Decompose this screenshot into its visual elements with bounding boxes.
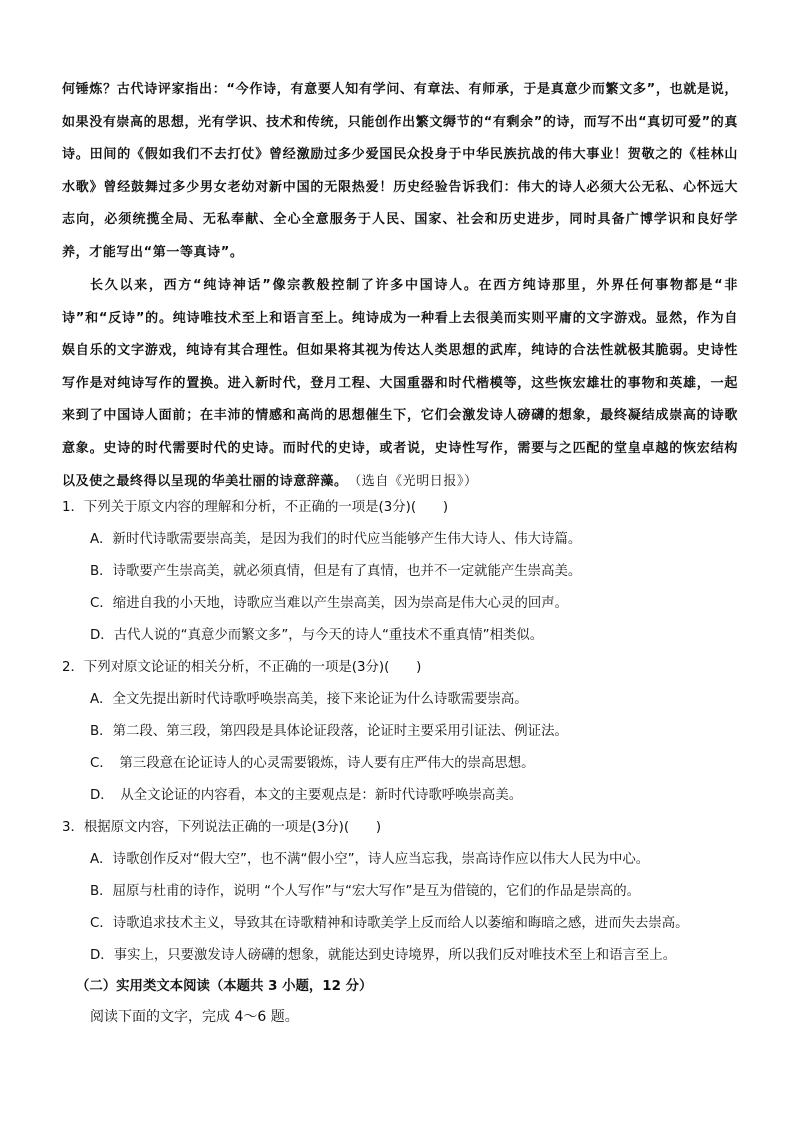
question-2-option-a: A．全文先提出新时代诗歌呼唤崇高美，接下来论证为什么诗歌需要崇高。 [90,692,528,707]
question-2-title: 2．下列对原文论证的相关分析，不正确的一项是(3分)( ) [62,660,422,675]
question-1-option-d: D．古代人说的“真意少而繁文多”，与今天的诗人“重技术不重真情”相类似。 [90,628,544,643]
section-2-title: （二）实用类文本阅读（本题共 3 小题，12 分） [76,979,373,994]
passage-paragraph-2-text: 长久以来，西方“纯诗神话”像宗教般控制了许多中国诗人。在西方纯诗那里，外界任何事物都是“非诗”和“反诗”的。纯诗唯技术至上和语言至上。纯诗成为一种看上去很美而实则平庸的文字游戏。显然，作为自娱自乐的文字游戏，纯诗有其合理性。但如果将其视为传达人类思想的武库，纯诗的合法性就极其脆弱。史诗性写作是对纯诗写作的置换。进入新时代，登月工程、大国重器和时代楷模等，这些恢宏雄壮的事物和英雄，一起来到了中国诗人面前；在丰沛的情感和高尚的思想催生下，它们会激发诗人磅礴的想象，最终凝结成崇高的诗歌意象。史诗的时代需要时代的史诗。而时代的史诗，或者说，史诗性写作，需要与之匹配的堂皇卓越的恢宏结构以及使之最终得以呈现的华美壮丽的诗意辞藻。 [62,278,738,489]
question-3-option-a: A．诗歌创作反对“假大空”，也不满“假小空”，诗人应当忘我，崇高诗作应以伟大人民为中心。 [90,852,650,867]
passage-paragraph-1-text: 何锤炼？古代诗评家指出：“今作诗，有意要人知有学问、有章法、有师承，于是真意少而繁文多”，也就是说，如果没有崇高的思想，光有学识、技术和传统，只能创作出繁文缛节的“有剩余”的诗，而写不出“真切可爱”的真诗。田间的《假如我们不去打仗》曾经激励过多少爱国民众投身于中华民族抗战的伟大事业！贺敬之的《桂林山水歌》曾经鼓舞过多少男女老幼对新中国的无限热爱！历史经验告诉我们：伟大的诗人必须大公无私、心怀远大志向，必须统揽全局、无私奉献、全心全意服务于人民、国家、社会和历史进步，同时具备广博学识和良好学养，才能写出“第一等真诗”。 [62,82,738,260]
question-2-option-b: B．第二段、第三段，第四段是具体论证段落，论证时主要采用引证法、例证法。 [90,724,568,739]
question-1-option-b: B．诗歌要产生崇高美，就必须真情，但是有了真情，也并不一定就能产生崇高美。 [90,564,582,579]
question-2-option-c: C． 第三段意在论证诗人的心灵需要锻炼，诗人要有庄严伟大的崇高思想。 [90,756,535,771]
passage-paragraph-2 [62,270,738,498]
question-1-title: 1．下列关于原文内容的理解和分析，不正确的一项是(3分)( ) [62,500,449,515]
passage-paragraph-1 [62,74,738,270]
question-3-option-d: D．事实上，只要激发诗人磅礴的想象，就能达到史诗境界，所以我们反对唯技术至上和语言至上。 [90,948,677,963]
question-2-option-d: D． 从全文论证的内容看，本文的主要观点是：新时代诗歌呼唤崇高美。 [90,788,523,803]
question-3-title: 3．根据原文内容，下列说法正确的一项是(3分)( ) [62,820,382,835]
section-2-instruction: 阅读下面的文字，完成 4～6 题。 [90,1009,299,1025]
question-3-option-c: C．诗歌追求技术主义，导致其在诗歌精神和诗歌美学上反而给人以萎缩和晦暗之感，进而失去崇高。 [90,916,689,931]
question-3-option-b: B．屈原与杜甫的诗作，说明 “个人写作”与“宏大写作”是互为借镜的，它们的作品是崇高的。 [90,884,641,899]
passage-source: （选自《光明日报》） [341,473,478,489]
question-1-option-c: C．缩进自我的小天地，诗歌应当难以产生崇高美，因为崇高是伟大心灵的回声。 [90,596,569,611]
question-1-option-a: A．新时代诗歌需要崇高美，是因为我们的时代应当能够产生伟大诗人、伟大诗篇。 [90,532,582,547]
